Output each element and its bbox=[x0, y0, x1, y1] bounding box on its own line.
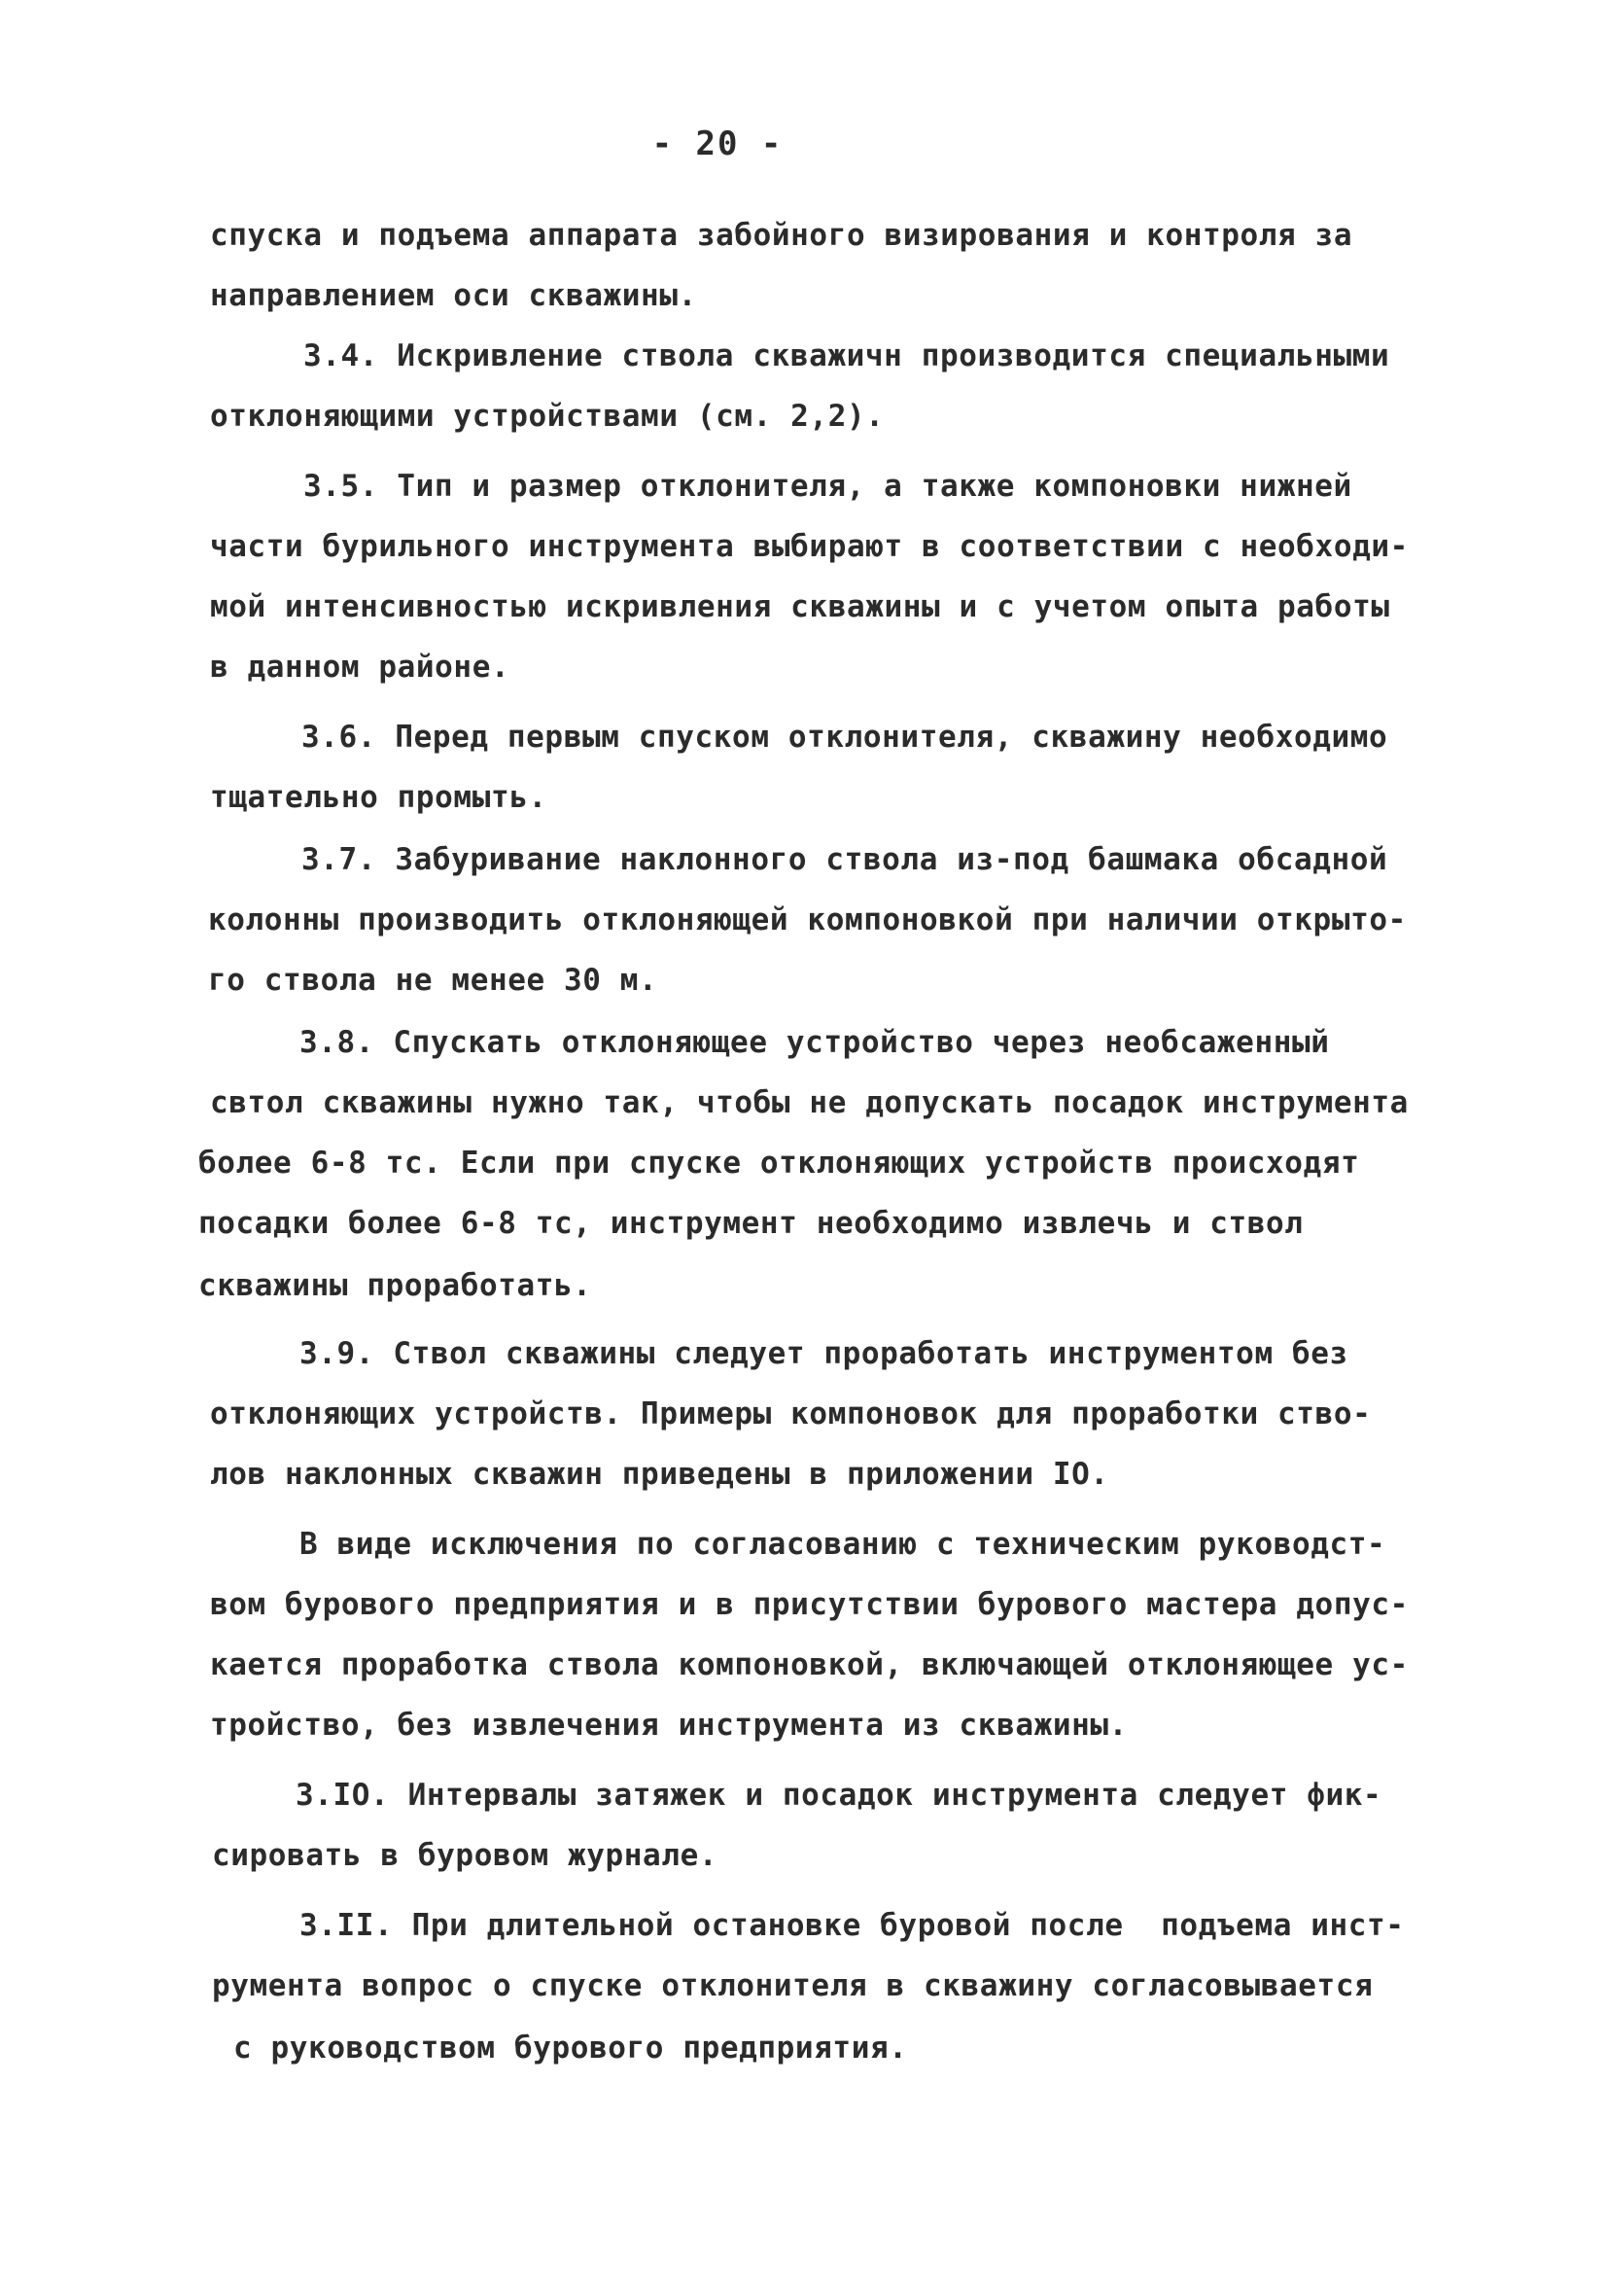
text-line: кается проработка ствола компоновкой, включающей отклоняющее ус- bbox=[210, 1647, 1409, 1682]
text-line: направлением оси скважины. bbox=[210, 278, 697, 313]
text-line: в данном районе. bbox=[210, 650, 510, 685]
text-line: 3.6. Перед первым спуском отклонителя, скважину необходимо bbox=[301, 720, 1388, 755]
text-line: 3.7. Забуривание наклонного ствола из-под башмака обсадной bbox=[301, 842, 1388, 877]
text-line: колонны производить отклоняющей компоновкой при наличии открыто- bbox=[208, 902, 1407, 937]
text-line: более 6-8 тс. Если при спуске отклоняющих устройств происходят bbox=[198, 1146, 1360, 1181]
text-line: свтол скважины нужно так, чтобы не допускать посадок инструмента bbox=[210, 1085, 1409, 1120]
text-line: лов наклонных скважин приведены в приложении IO. bbox=[210, 1457, 1109, 1492]
text-line: 3.8. Спускать отклоняющее устройство через необсаженный bbox=[299, 1025, 1330, 1060]
text-line: 3.4. Искривление ствола скважичн производится специальными bbox=[303, 338, 1390, 373]
text-line: с руководством бурового предприятия. bbox=[233, 2031, 908, 2066]
text-line: тройство, без извлечения инструмента из скважины. bbox=[210, 1708, 1128, 1743]
text-line: отклоняющими устройствами (см. 2,2). bbox=[210, 399, 885, 434]
text-line: 3.5. Тип и размер отклонителя, а также компоновки нижней bbox=[303, 469, 1352, 504]
text-line: посадки более 6-8 тс, инструмент необходимо извлечь и ствол bbox=[198, 1206, 1304, 1241]
text-line: 3.9. Ствол скважины следует проработать инструментом без bbox=[299, 1336, 1348, 1371]
text-line: В виде исключения по согласованию с техническим руководст- bbox=[299, 1527, 1386, 1562]
text-line: отклоняющих устройств. Примеры компоновок для проработки ство- bbox=[210, 1396, 1372, 1431]
text-line: спуска и подъема аппарата забойного визирования и контроля за bbox=[210, 218, 1353, 253]
text-line: вом бурового предприятия и в присутствии бурового мастера допус- bbox=[210, 1587, 1409, 1622]
text-line: го ствола не менее 30 м. bbox=[208, 963, 658, 998]
text-line: сировать в буровом журнале. bbox=[212, 1838, 718, 1873]
text-line: 3.IO. Интервалы затяжек и посадок инструмента следует фик- bbox=[296, 1778, 1382, 1813]
text-line: части бурильного инструмента выбирают в соответствии с необходи- bbox=[210, 529, 1409, 564]
text-line: скважины проработать. bbox=[198, 1268, 592, 1303]
text-line: мой интенсивностью искривления скважины и с учетом опыта работы bbox=[210, 589, 1390, 624]
text-line: 3.II. При длительной остановке буровой после подъема инст- bbox=[299, 1908, 1405, 1943]
page-number: - 20 - bbox=[651, 124, 784, 163]
text-line: тщательно промыть. bbox=[210, 780, 547, 815]
text-line: румента вопрос о спуске отклонителя в скважину согласовывается bbox=[212, 1968, 1374, 2003]
